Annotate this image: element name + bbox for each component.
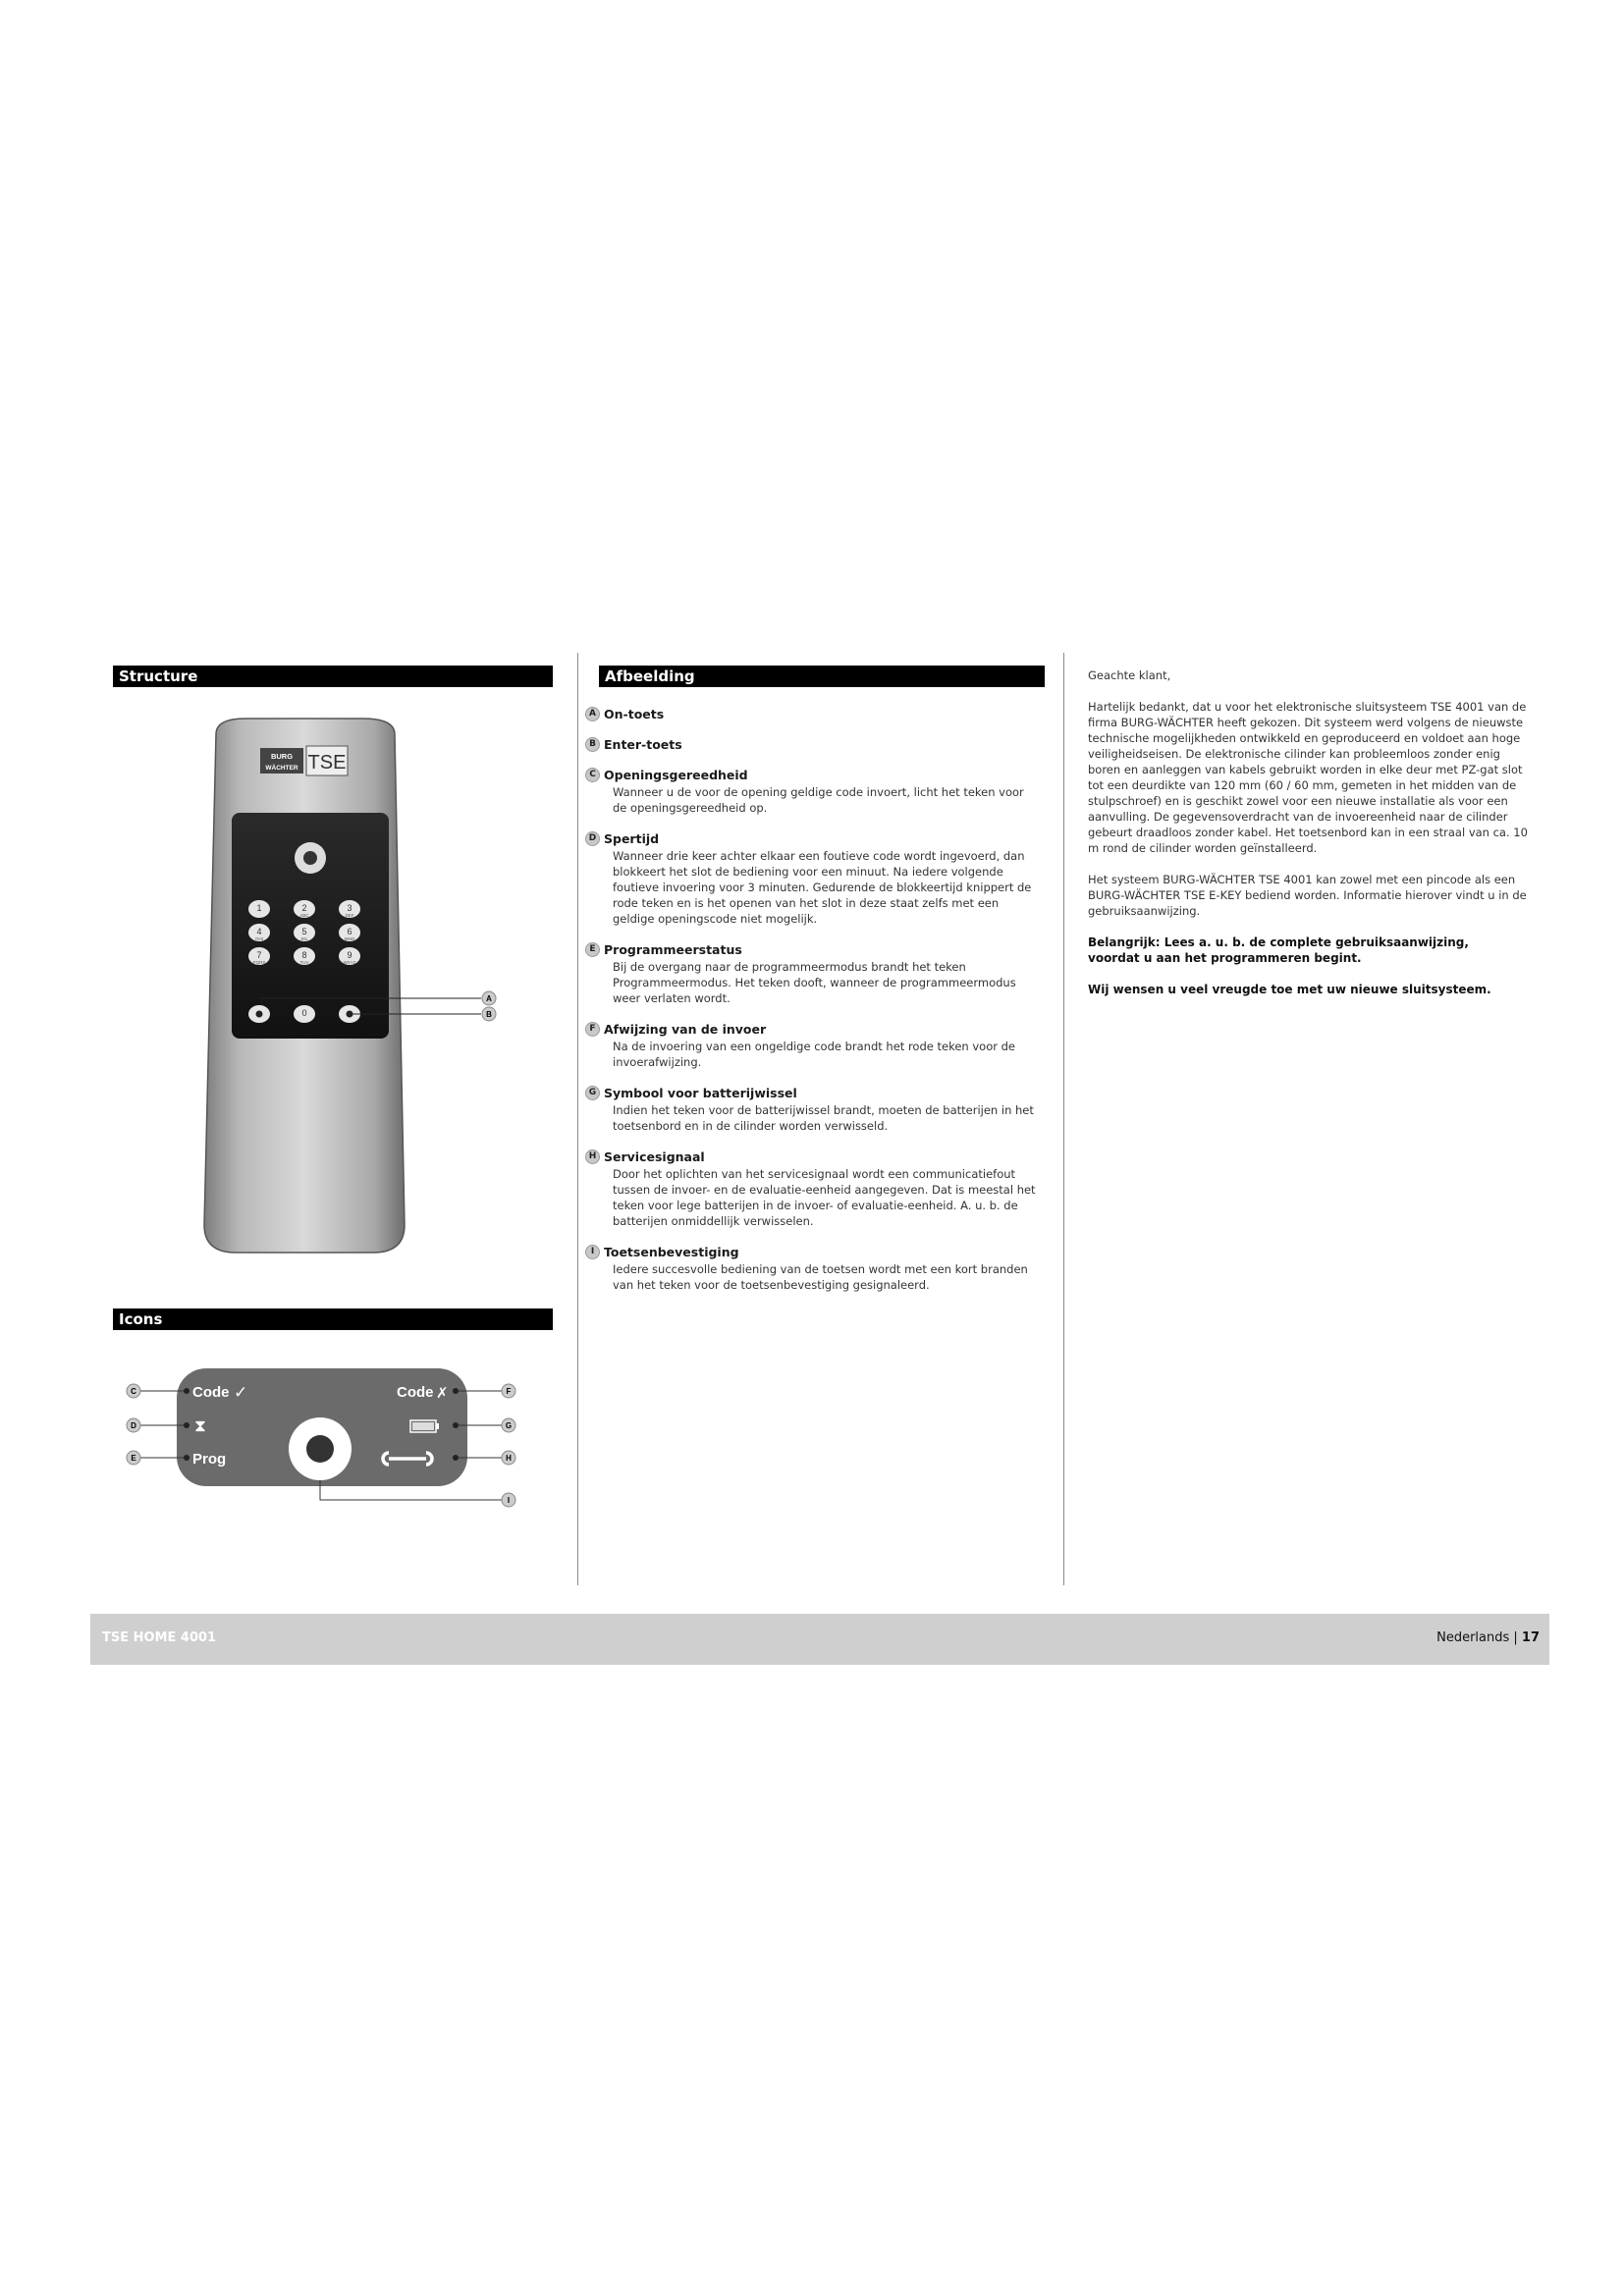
keypad-key-number: 7 (256, 950, 262, 960)
callout-dot-g (453, 1422, 459, 1428)
afbeelding-item-title (585, 1022, 1037, 1037)
centre-ring-dot (306, 1435, 334, 1463)
keypad-key-number: 9 (347, 950, 352, 960)
column-divider-left (577, 653, 578, 1585)
item-description: Na de invoering van een ongeldige code brandt het rode teken voor de invoerafwijzing. (613, 1040, 1015, 1069)
callout-label-h: H (506, 1454, 512, 1463)
brand-logo-top: BURG (270, 752, 294, 761)
afbeelding-item-title (585, 1245, 1037, 1259)
intro-paragraph-2: Het systeem BURG-WÄCHTER TSE 4001 kan zowel met een pincode als een BURG-WÄCHTER TSE E-KEY bediend worden. Informatie hierover vindt u in de gebruiksaanwijzing. (1088, 873, 1527, 918)
page-number: 17 (1521, 1630, 1540, 1645)
keypad-key-number: 4 (256, 927, 262, 936)
callout-label-f: F (506, 1387, 512, 1396)
callout-dot-d (184, 1422, 189, 1428)
keypad-key-letters: ABC (299, 913, 309, 918)
brand-logo-bottom: WÄCHTER (265, 765, 298, 772)
callout-label-a: A (486, 994, 492, 1003)
icon-panel-svg (126, 1362, 518, 1510)
code-ok-text: Code (192, 1384, 230, 1401)
afbeelding-item-title (585, 707, 1037, 721)
prog-text: Prog (192, 1451, 227, 1468)
keypad-key-letters: GHI (254, 936, 264, 941)
afbeelding-item (585, 942, 1037, 1006)
model-logo-text: TSE (307, 752, 347, 774)
code-error-text: Code (397, 1384, 434, 1401)
footer-product-name: TSE HOME 4001 (102, 1630, 217, 1645)
keypad-key-number: 5 (301, 927, 307, 936)
keypad-key-number: 3 (347, 903, 352, 913)
afbeelding-item (585, 1149, 1037, 1229)
callout-label-b: B (486, 1010, 492, 1019)
item-title-text: Openingsgereedheid (604, 768, 748, 782)
keypad-key-number: 8 (301, 950, 307, 960)
callout-label-g: G (505, 1421, 513, 1430)
item-description: Bij de overgang naar de programmeermodus brandt het teken Programmeermodus. Het teken dooft, wanneer de programmeermodus weer verlaten wordt. (613, 960, 1016, 1005)
structure-heading: Structure (113, 666, 553, 687)
item-title-text: On-toets (604, 707, 665, 721)
afbeelding-item-title (585, 1149, 1037, 1164)
item-description: Wanneer u de voor de opening geldige code invoert, licht het teken voor de openingsgereedheid op. (613, 785, 1024, 815)
item-letter-badge: E (585, 942, 600, 957)
callout-dot-h (453, 1455, 459, 1461)
afbeelding-item (585, 737, 1037, 752)
afbeelding-item-title (585, 831, 1037, 846)
hourglass-icon: ⧗ (194, 1416, 206, 1436)
afbeelding-item (585, 831, 1037, 927)
keypad-key-number: 6 (347, 927, 352, 936)
closing-wish: Wij wensen u veel vreugde toe met uw nieuwe sluitsysteem. (1088, 983, 1491, 996)
intro-paragraph-1: Hartelijk bedankt, dat u voor het elektronische sluitsysteem TSE 4001 van de firma BURG-WÄCHTER heeft gekozen. Dit systeem werd volgens de nieuwste technische mogelijkheden ontwikkeld en geproduceerd en voldoet aan hoge veiligheidseisen. De elektronische cilinder kan probleemloos zonder enig boren en aanleggen van kabels gebruikt worden in elke deur met PZ-gat slot tot een deurdikte van 120 mm (60 / 60 mm, gemeten in het midden van de stulpschroef) en is geschikt zowel voor een nieuwe installatie als voor een aanvulling. De gegevensoverdracht van de invoereenheid naar de cilinder gebeurt draadloos zonder kabel. Het toetsenbord kan in een straal van ca. 10 m rond de cilinder worden geïnstalleerd. (1088, 700, 1528, 855)
battery-icon-fill (412, 1422, 434, 1430)
afbeelding-item-title (585, 1086, 1037, 1100)
intro-text (1088, 667, 1532, 1013)
item-letter-badge: G (585, 1086, 600, 1100)
item-letter-badge: I (585, 1245, 600, 1259)
item-letter-badge: D (585, 831, 600, 846)
important-note (1088, 934, 1532, 966)
footer-language: Nederlands | (1436, 1630, 1518, 1645)
callout-label-e: E (131, 1454, 136, 1463)
afbeelding-item (585, 1086, 1037, 1134)
footer-page-info (1436, 1630, 1540, 1645)
keypad-key-letters: JKL (300, 936, 308, 941)
afbeelding-item (585, 1022, 1037, 1070)
column-divider-right (1063, 653, 1064, 1585)
icons-heading: Icons (113, 1308, 553, 1330)
item-title-text: Symbool voor batterijwissel (604, 1086, 797, 1100)
afbeelding-item-title (585, 768, 1037, 782)
greeting: Geachte klant, (1088, 668, 1171, 682)
keypad-key-letters: TUV (299, 960, 309, 965)
cross-icon: ✗ (436, 1384, 449, 1402)
afbeelding-heading: Afbeelding (599, 666, 1045, 687)
item-title-text: Enter-toets (604, 737, 682, 752)
afbeelding-item (585, 1245, 1037, 1293)
item-title-text: Spertijd (604, 831, 660, 846)
item-letter-badge: F (585, 1022, 600, 1037)
afbeelding-item-title (585, 737, 1037, 752)
important-note-line-2: voordat u aan het programmeren begint. (1088, 951, 1362, 965)
callout-dot-f (453, 1388, 459, 1394)
callout-label-d: D (131, 1421, 136, 1430)
page-footer (90, 1614, 1549, 1665)
keypad-key-letters: PQRS (252, 960, 266, 965)
afbeelding-item (585, 768, 1037, 816)
keypad-key-letters: MNO (344, 936, 355, 941)
item-description: Wanneer drie keer achter elkaar een foutieve code wordt ingevoerd, dan blokkeert het slot de bediening voor een minuut. Na iedere volgende foutieve invoering voor 3 minuten. Gedurende de blokkeertijd knippert de rode teken en is het openen van het slot in deze staat zelfs met een geldige openingscode niet mogelijk. (613, 849, 1032, 926)
item-title-text: Toetsenbevestiging (604, 1245, 739, 1259)
callout-dot-c (184, 1388, 189, 1394)
icon-panel-illustration (126, 1362, 518, 1510)
item-letter-badge: B (585, 737, 600, 752)
keypad-device-svg (177, 715, 511, 1264)
keypad-key-letters: WXYZ (343, 960, 356, 965)
item-description: Iedere succesvolle bediening van de toetsen wordt met een kort branden van het teken voor de toetsenbevestiging gesignaleerd. (613, 1262, 1028, 1292)
item-description: Door het oplichten van het servicesignaal wordt een communicatiefout tussen de invoer- en de evaluatie-eenheid aangegeven. Dat is meestal het teken voor lege batterijen in de invoer- of evaluatie-eenheid. A. u. b. de batterijen onmiddellijk verwisselen. (613, 1167, 1036, 1228)
afbeelding-item (585, 707, 1037, 721)
item-letter-badge: C (585, 768, 600, 782)
keypad-key-number: 1 (256, 903, 262, 913)
item-title-text: Servicesignaal (604, 1149, 705, 1164)
item-title-text: Programmeerstatus (604, 942, 742, 957)
battery-icon-tip (436, 1423, 439, 1429)
item-letter-badge: H (585, 1149, 600, 1164)
item-letter-badge: A (585, 707, 600, 721)
item-title-text: Afwijzing van de invoer (604, 1022, 767, 1037)
keypad-device-illustration (177, 715, 511, 1264)
keypad-key-letters: DEF (345, 913, 354, 918)
afbeelding-list (585, 707, 1037, 1308)
callout-dot-e (184, 1455, 189, 1461)
callout-label-i: I (507, 1496, 511, 1505)
item-description: Indien het teken voor de batterijwissel brandt, moeten de batterijen in het toetsenbord en in de cilinder worden verwisseld. (613, 1103, 1034, 1133)
important-note-line-1: Belangrijk: Lees a. u. b. de complete gebruiksaanwijzing, (1088, 935, 1469, 949)
status-ring-center (303, 851, 317, 865)
keypad-key-number: 0 (301, 1008, 307, 1018)
checkmark-icon: ✓ (234, 1383, 248, 1403)
callout-label-c: C (131, 1387, 136, 1396)
keypad-key-number: 2 (301, 903, 307, 913)
on-key-icon (256, 1011, 263, 1018)
afbeelding-item-title (585, 942, 1037, 957)
